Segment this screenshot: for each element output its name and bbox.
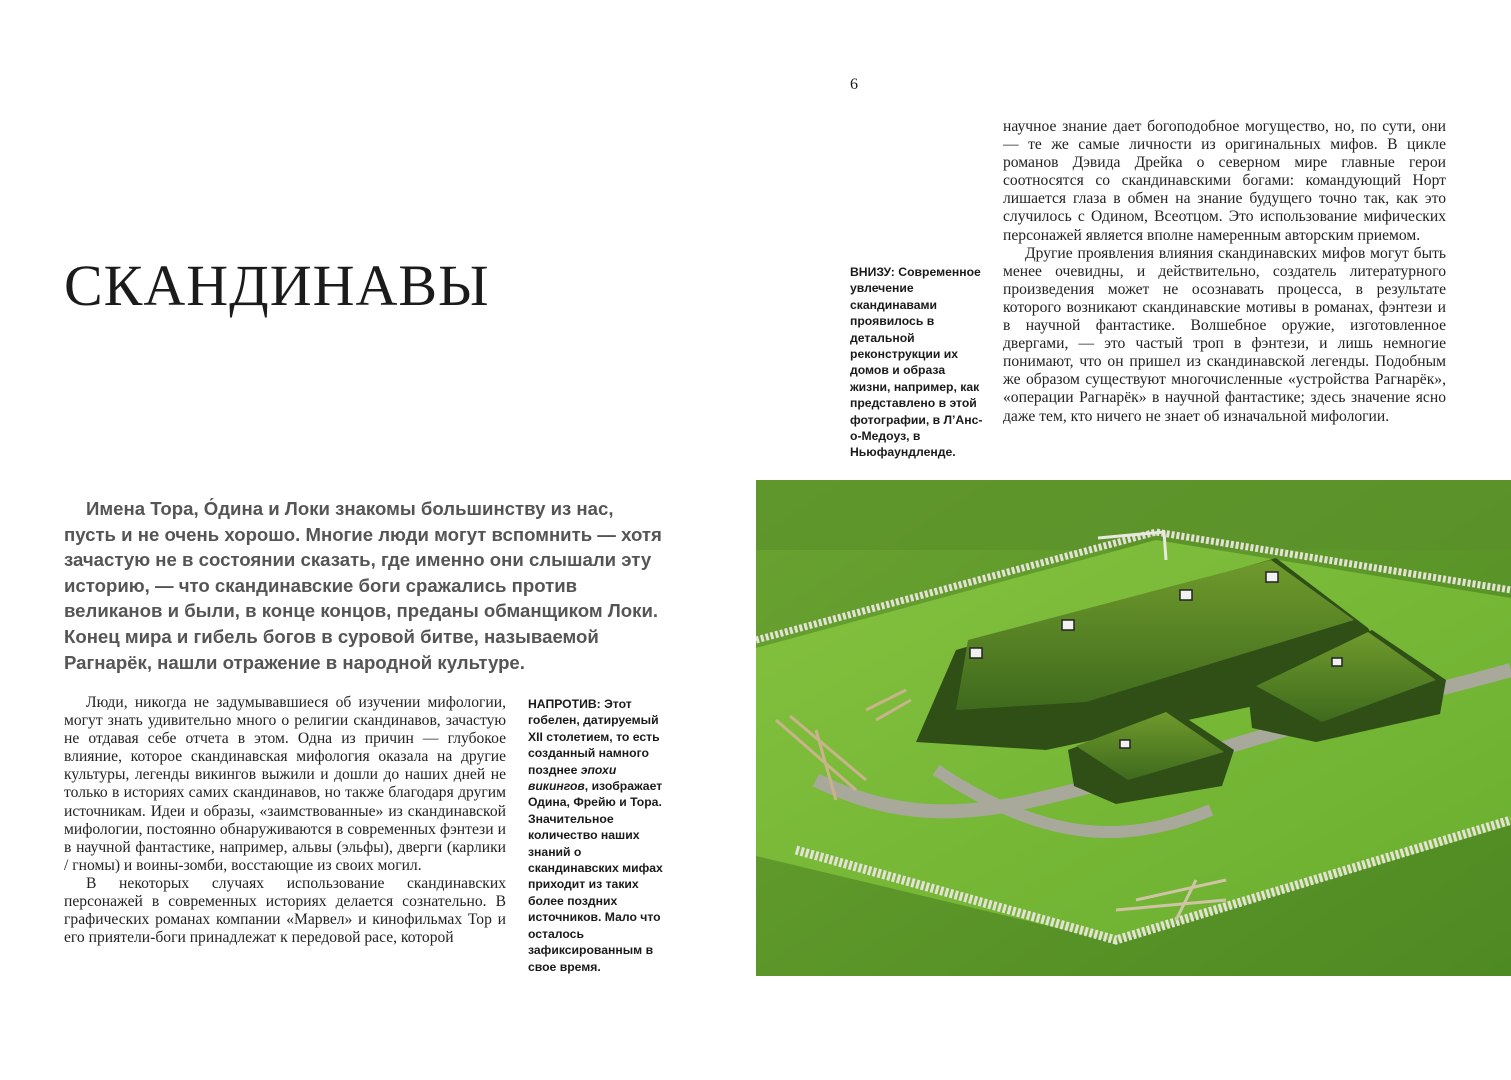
caption-opposite-label: НАПРОТИВ: [528,697,601,711]
roof-window [1266,572,1278,582]
caption-opposite-text-1: Этот гобелен, датируемый XII столетием, то есть созданный намного позднее [528,697,660,777]
left-body-column [64,694,506,947]
caption-opposite-italic: эпохи викингов [528,762,617,794]
roof-window [970,648,982,658]
left-paragraph-1: Люди, никогда не задумывавшиеся об изучении мифологии, могут знать удивительно много о религии скандинавов, зачастую не отдавая себе отчета в этом. Одна из причин — глубокое влияние, которое скандинавская мифология оказала на другие культуры, легенды викингов выжили и дошли до наших дней не только в историях самих скандинавов, но также благодаря другим источникам. Идеи и образы, «заимствованные» из скандинавской мифологии, постоянно обнаруживаются в современных фэнтези и в научной фантастике, например, альвы (эльфы), дверги (карлики / гномы) и воины-зомби, восстающие из своих могил. [64,694,506,874]
caption-bottom-label: ВНИЗУ: [850,265,895,279]
right-paragraph-2: Другие проявления влияния скандинавских мифов могут быть менее очевидны, и действительно, создатель литературного произведения может не осознавать процесса, в результате которого возникают скандинавские мотивы в романах, фэнтези и в научной фантастике. Волшебное оружие, изготовленное двергами, — это частый троп в фэнтези, и лишь немногие понимают, что он пришел из скандинавской легенды. Подобным же образом существуют многочисленные «устройства Рагнарёк», «операции Рагнарёк» в научной фантастике; здесь значение ясно даже тем, кто ничего не знает об изначальной мифологии. [1003,244,1446,425]
right-paragraph-1: научное знание дает богоподобное могущество, но, по сути, они — те же самые личности из оригинальных мифов. В цикле романов Дэвида Дрейка о северном мире главные герои соотносятся со скандинавскими богами: командующий Норт лишается глаза в обмен на знание будущего точно так, как это случилось с Одином, Всеотцом. Это использование мифических персонажей является вполне намеренным авторским приемом. [1003,118,1446,244]
roof-window [1332,658,1342,666]
caption-opposite [528,696,668,975]
photo-illustration [756,480,1511,976]
roof-window [1120,740,1130,748]
caption-opposite-text-2: , изображает Одина, Фрейю и Тора. Значительное количество наших знаний о скандинавских мифах приходит из таких более поздних источников. Мало что осталось зафиксированным в свое время. [528,779,663,974]
left-paragraph-2: В некоторых случаях использование скандинавских персонажей в современных историях делается сознательно. В графических романах компании «Марвел» и кинофильмах Тор и его приятели-боги принадлежат к передовой расе, которой [64,874,506,947]
lead-paragraph: Имена Тора, О́дина и Локи знакомы большинству из нас, пусть и не очень хорошо. Многие люди могут вспомнить — хотя зачастую не в состоянии сказать, где именно они слышали эту историю, — что скандинавские боги сражались против великанов и были, в конце концов, преданы обманщиком Локи. Конец мира и гибель богов в суровой битве, называемой Рагнарёк, нашли отражение в народной культуре. [64,498,662,673]
caption-bottom [850,264,986,461]
right-body-column [1003,118,1446,426]
page-number: 6 [850,76,858,93]
sod-houses-photo [756,480,1511,976]
chapter-title: СКАНДИНАВЫ [64,253,490,318]
caption-bottom-text: Современное увлечение скандинавами проявилось в детальной реконструкции их домов и образа жизни, например, как представлено в этой фотографии, в Л’Анс-о-Медоуз, в Ньюфаундленде. [850,265,983,460]
roof-window [1062,620,1074,630]
roof-window [1180,590,1192,600]
